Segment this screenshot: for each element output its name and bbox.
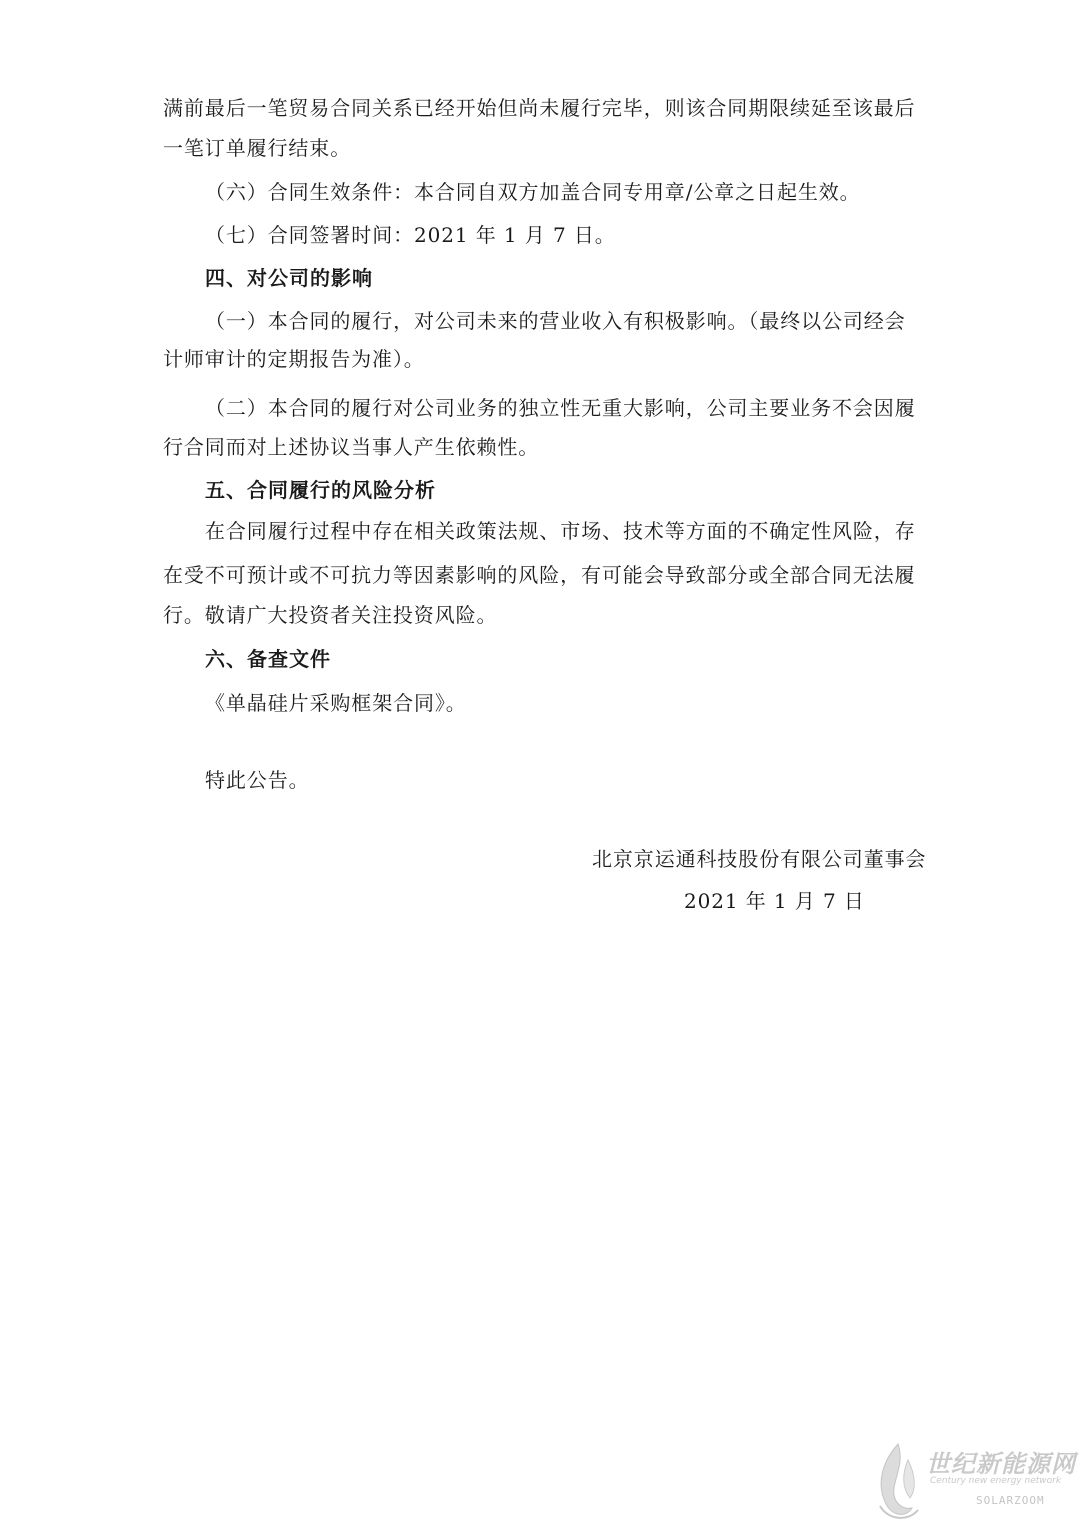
- paragraph-line: 满前最后一笔贸易合同关系已经开始但尚未履行完毕，则该合同期限续延至该最后: [163, 96, 916, 120]
- section-heading: 五、合同履行的风险分析: [205, 478, 436, 502]
- signature-company: 北京京运通科技股份有限公司董事会: [592, 847, 927, 871]
- clause-six: （六）合同生效条件：本合同自双方加盖合同专用章/公章之日起生效。: [205, 180, 861, 204]
- watermark: [868, 1436, 1078, 1524]
- paragraph-line: 在合同履行过程中存在相关政策法规、市场、技术等方面的不确定性风险，存: [205, 519, 916, 543]
- paragraph-line: 《单晶硅片采购框架合同》。: [205, 691, 467, 715]
- paragraph-line: 行。敬请广大投资者关注投资风险。: [163, 603, 498, 627]
- paragraph-line: 计师审计的定期报告为准）。: [163, 347, 425, 371]
- flame-logo-icon: [868, 1440, 924, 1522]
- paragraph-line: 行合同而对上述协议当事人产生依赖性。: [163, 435, 540, 459]
- paragraph-line: 在受不可预计或不可抗力等因素影响的风险，有可能会导致部分或全部合同无法履: [163, 563, 916, 587]
- paragraph-line: 一笔订单履行结束。: [163, 136, 352, 160]
- closing-text: 特此公告。: [205, 768, 310, 792]
- paragraph-line: （一）本合同的履行，对公司未来的营业收入有积极影响。（最终以公司经会: [205, 309, 906, 333]
- watermark-cn: 世纪新能源网: [926, 1450, 1076, 1478]
- section-heading: 四、对公司的影响: [205, 266, 373, 290]
- paragraph-line: （二）本合同的履行对公司业务的独立性无重大影响，公司主要业务不会因履: [205, 396, 916, 420]
- signature-date: 2021 年 1 月 7 日: [684, 889, 865, 913]
- watermark-en: Century new energy network: [930, 1476, 1062, 1486]
- clause-seven: （七）合同签署时间：2021 年 1 月 7 日。: [205, 223, 616, 247]
- section-heading: 六、备查文件: [205, 647, 331, 671]
- watermark-brand: SOLARZOOM: [976, 1494, 1045, 1507]
